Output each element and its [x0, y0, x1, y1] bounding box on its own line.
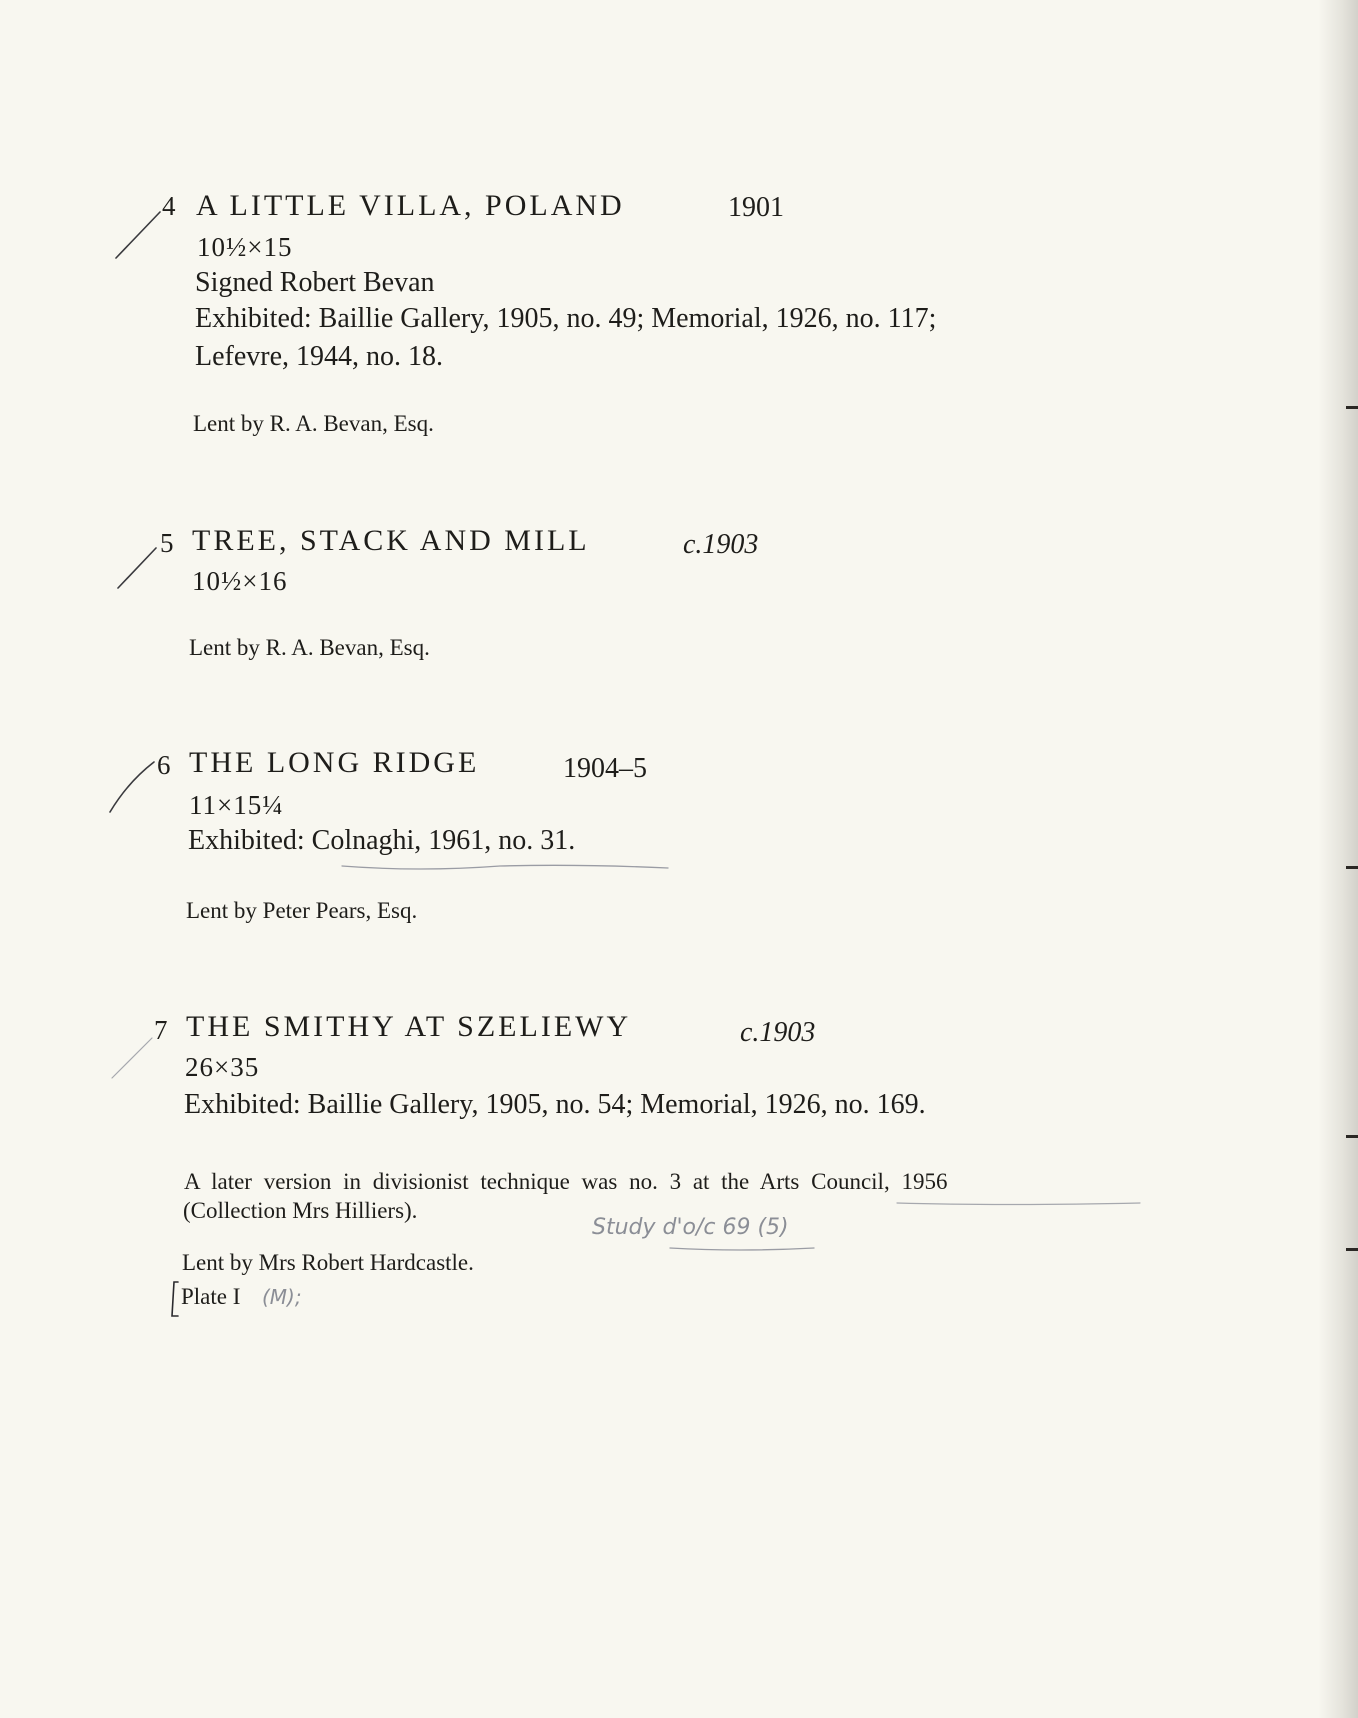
entry-dimensions: 10½×15 — [197, 232, 293, 262]
entry-lender: Lent by Mrs Robert Hardcastle. — [182, 1250, 474, 1275]
tick-mark-entry-7-icon — [112, 1038, 152, 1078]
handwritten-plate-mark: (M); — [262, 1285, 302, 1309]
entry-lender: Lent by Peter Pears, Esq. — [186, 898, 418, 923]
entry-number: 4 — [162, 191, 176, 221]
entry-exhibited: Exhibited: Baillie Gallery, 1905, no. 54; Memorial, 1926, no. 169. — [184, 1089, 926, 1120]
entry-signature: Signed Robert Bevan — [195, 267, 435, 298]
entry-exhibited: Exhibited: Colnaghi, 1961, no. 31. — [188, 825, 576, 856]
entry-note: A later version in divisionist technique was no. 3 at the Arts Council, 1956 — [184, 1169, 948, 1194]
binding-mark — [1346, 1135, 1358, 1138]
bracket-plate-icon — [172, 1282, 178, 1316]
tick-mark-entry-4-icon — [116, 212, 160, 258]
entry-dimensions: 26×35 — [185, 1052, 260, 1082]
entry-date: c.1903 — [740, 1017, 816, 1048]
page-edge-shadow — [1318, 0, 1358, 1718]
binding-mark — [1346, 406, 1358, 409]
entry-dimensions: 11×15¼ — [189, 790, 284, 820]
entry-dimensions: 10½×16 — [192, 566, 288, 596]
entry-lender: Lent by R. A. Bevan, Esq. — [193, 411, 434, 436]
entry-date: 1901 — [728, 192, 784, 223]
underline-colnaghi-icon — [342, 865, 668, 869]
binding-mark — [1346, 866, 1358, 869]
entry-lender: Lent by R. A. Bevan, Esq. — [189, 635, 430, 660]
entry-number: 6 — [157, 750, 171, 780]
entry-date: c.1903 — [683, 529, 759, 560]
plate-reference: Plate I — [181, 1284, 241, 1309]
handwritten-study-note: Study d'o/c 69 (5) — [592, 1215, 789, 1240]
entry-title: THE LONG RIDGE — [189, 746, 480, 779]
binding-mark — [1346, 1248, 1358, 1251]
underline-arts-council-icon — [897, 1203, 1140, 1205]
entry-exhibited-continued: Lefevre, 1944, no. 18. — [195, 341, 444, 372]
entry-title: A LITTLE VILLA, POLAND — [196, 189, 625, 222]
entry-number: 5 — [160, 528, 174, 558]
tick-mark-entry-5-icon — [118, 548, 156, 588]
tick-mark-entry-6-icon — [110, 762, 154, 812]
entry-date: 1904–5 — [563, 753, 647, 784]
underline-study-note-icon — [670, 1248, 814, 1250]
entry-title: TREE, STACK AND MILL — [192, 524, 590, 557]
entry-exhibited: Exhibited: Baillie Gallery, 1905, no. 49; Memorial, 1926, no. 117; — [195, 303, 937, 334]
entry-number: 7 — [154, 1015, 168, 1045]
entry-title: THE SMITHY AT SZELIEWY — [186, 1010, 632, 1043]
entry-note-continued: (Collection Mrs Hilliers). — [183, 1198, 418, 1223]
